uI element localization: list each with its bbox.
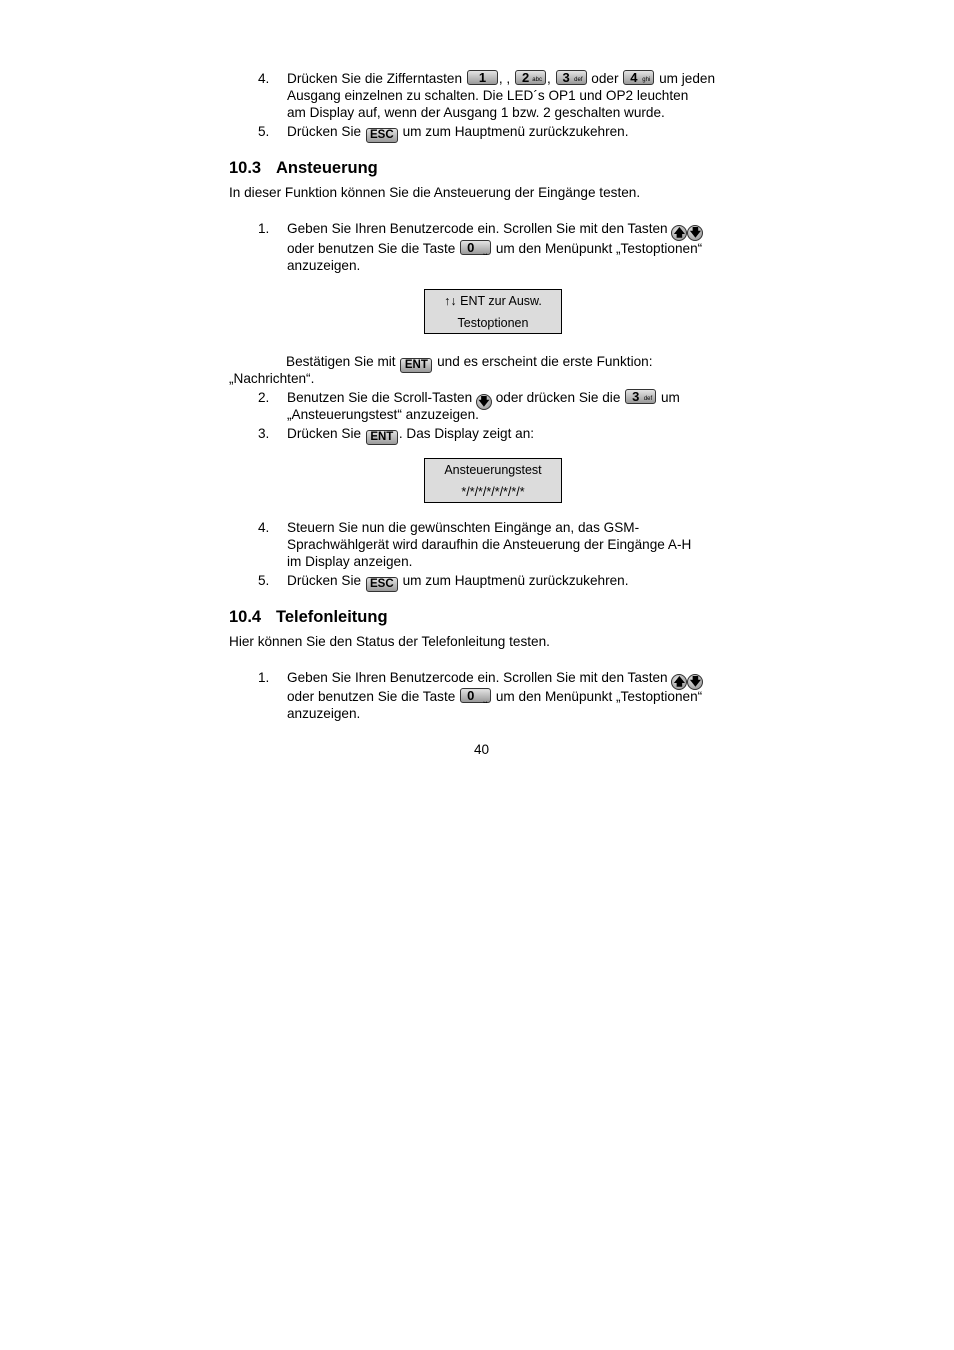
section-intro: In dieser Funktion können Sie die Ansteuerung der Eingänge testen. (229, 185, 641, 200)
key-digit: 3 (562, 70, 570, 85)
lcd-display-testoptionen (424, 289, 562, 334)
key-digit: 1 (478, 70, 487, 85)
display-line-1: Ansteuerungstest (444, 463, 542, 477)
text: Geben Sie Ihren Benutzercode ein. Scrollen Sie mit den Tasten (287, 221, 668, 236)
key-digit: 4 (630, 70, 638, 85)
list-number: 2. (258, 390, 270, 405)
arrow-down-key-icon: 🡇 (687, 674, 703, 690)
list-text-line: „Ansteuerungstest“ anzuzeigen. (287, 407, 479, 422)
list-number: 1. (258, 670, 270, 685)
list-text-line: Steuern Sie nun die gewünschten Eingänge an, das GSM- (287, 520, 640, 535)
list-text-line (287, 123, 629, 143)
text: Drücken Sie (287, 426, 362, 441)
text: oder (591, 71, 619, 86)
text-line (286, 353, 652, 373)
key-3-icon (556, 70, 587, 85)
list-text-line (287, 70, 715, 87)
key-digit: 3 (632, 389, 640, 404)
key-digit: 2 (521, 70, 530, 85)
list-text-line: Sprachwählgerät wird daraufhin die Ansteuerung der Eingänge A-H (287, 537, 692, 552)
list-text-line: am Display auf, wenn der Ausgang 1 bzw. 2 geschalten wurde. (287, 105, 665, 120)
list-number: 3. (258, 426, 270, 441)
key-4-icon (623, 70, 654, 85)
key-letters: ⎵ (483, 245, 488, 255)
text: oder benutzen Sie die Taste (287, 689, 456, 704)
arrow-up-key-icon: 🡅 (671, 225, 687, 241)
key-letters: ghi (642, 77, 651, 83)
text: Drücken Sie (287, 124, 362, 139)
section-number: 10.4 (229, 608, 262, 626)
list-number: 5. (258, 573, 270, 588)
text: um den Menüpunkt „Testoptionen“ (495, 241, 703, 256)
text: . Das Display zeigt an: (398, 426, 535, 441)
list-number: 4. (258, 71, 270, 86)
list-text-line: anzuzeigen. (287, 258, 361, 273)
text: Bestätigen Sie mit (286, 354, 396, 369)
section-title: Ansteuerung (276, 159, 378, 177)
key-0-icon (460, 688, 491, 703)
text: um den Menüpunkt „Testoptionen“ (495, 689, 703, 704)
text: Drücken Sie die Zifferntasten (287, 71, 463, 86)
key-digit: 0 (467, 240, 475, 255)
text: Benutzen Sie die Scroll-Tasten (287, 390, 473, 405)
list-text-line (287, 220, 703, 241)
list-number: 5. (258, 124, 270, 139)
ent-key-icon: ENT (400, 358, 432, 373)
key-3-icon (625, 389, 656, 404)
key-0-icon (460, 240, 491, 255)
text: oder drücken Sie die (495, 390, 621, 405)
lcd-display-ansteuerungstest (424, 458, 562, 503)
text: und es erscheint die erste Funktion: (437, 354, 653, 369)
page-number: 40 (474, 742, 490, 757)
arrow-down-key-icon: 🡇 (687, 225, 703, 241)
key-digit: 0 (467, 688, 475, 703)
list-text-line (287, 425, 534, 445)
key-2-icon (515, 70, 546, 85)
key-letters: abc (532, 77, 542, 83)
list-text-line: Ausgang einzelnen zu schalten. Die LED´s OP1 und OP2 leuchten (287, 88, 689, 103)
key-letters: def (574, 77, 583, 83)
text: oder benutzen Sie die Taste (287, 241, 456, 256)
list-number: 1. (258, 221, 270, 236)
esc-key-icon: ESC (366, 128, 398, 143)
text: um (660, 390, 680, 405)
text: , , (498, 71, 511, 86)
section-title: Telefonleitung (276, 608, 388, 626)
display-line-1: ↑↓ ENT zur Ausw. (444, 294, 542, 308)
text: um jeden (659, 71, 715, 86)
section-number: 10.3 (229, 159, 262, 177)
list-text-line: anzuzeigen. (287, 706, 361, 721)
display-line-2: Testoptionen (457, 316, 529, 330)
arrow-down-key-icon: 🡇 (476, 394, 492, 410)
section-heading-10-4 (229, 608, 388, 627)
display-line-2: */*/*/*/*/*/*/* (461, 485, 525, 499)
ent-key-icon: ENT (366, 430, 398, 445)
key-letters: ⎵ (483, 693, 488, 703)
text-line: „Nachrichten“. (229, 371, 315, 386)
text: um zum Hauptmenü zurückzukehren. (402, 124, 629, 139)
key-1-icon (467, 70, 498, 85)
key-letters: def (643, 396, 653, 402)
esc-key-icon: ESC (366, 577, 398, 592)
text: , (546, 71, 551, 86)
text: Drücken Sie (287, 573, 362, 588)
list-text-line: im Display anzeigen. (287, 554, 413, 569)
section-intro: Hier können Sie den Status der Telefonleitung testen. (229, 634, 550, 649)
list-text-line (287, 688, 702, 705)
text: Geben Sie Ihren Benutzercode ein. Scrollen Sie mit den Tasten (287, 670, 668, 685)
list-text-line (287, 572, 629, 592)
text: um zum Hauptmenü zurückzukehren. (402, 573, 629, 588)
section-heading-10-3 (229, 159, 378, 178)
list-number: 4. (258, 520, 270, 535)
arrow-up-key-icon: 🡅 (671, 674, 687, 690)
list-text-line (287, 240, 702, 257)
list-text-line (287, 669, 703, 690)
